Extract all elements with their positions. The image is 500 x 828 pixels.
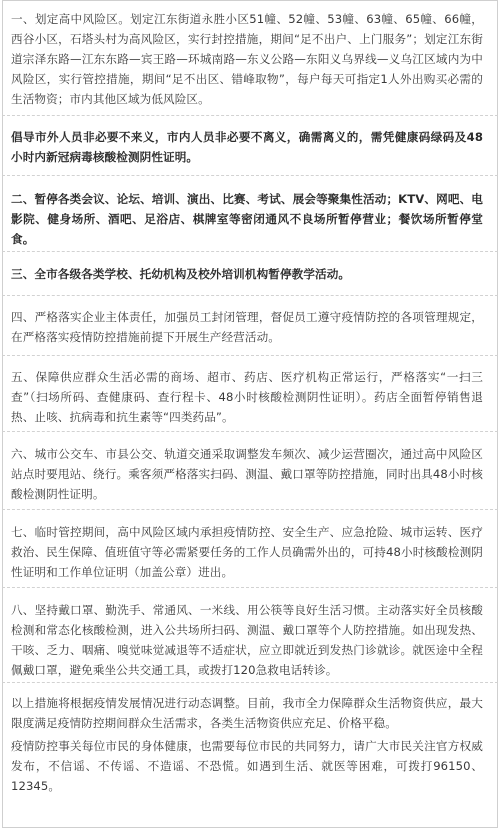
section-high-mid-risk-areas bbox=[2, 0, 498, 116]
paragraph: 以上措施将根据疫情发展情况进行动态调整。目前，我市全力保障群众生活物资供应，最大限度满足疫情防控期间群众生活需求，各类生活物资供应充足、价格平稳。 bbox=[11, 696, 483, 730]
paragraph: 四、严格落实企业主体责任，加强员工封闭管理，督促员工遵守疫情防控的各项管理规定，在严格落实疫情防控措施前提下开展生产经营活动。 bbox=[11, 310, 483, 344]
section-suspend-gatherings bbox=[2, 176, 498, 252]
paragraph: 八、坚持戴口罩、勤洗手、常通风、一米线、用公筷等良好生活习惯。主动落实好全员核酸检测和常态化核酸检测，进入公共场所扫码、测温、戴口罩等个人防控措施。如出现发热、干咳、乏力、咽痛、嗅觉味觉减退等不适症状，应立即就近到发热门诊就诊。就医途中全程佩戴口罩，避免乘坐公共交通工具，或拨打120急救电话转诊。 bbox=[11, 603, 483, 677]
paragraph: 二、暂停各类会议、论坛、培训、演出、比赛、考试、展会等聚集性活动；KTV、网吧、电影院、健身场所、酒吧、足浴店、棋牌室等密闭通风不良场所暂停营业；餐饮场所暂停堂食。 bbox=[11, 192, 483, 246]
paragraph: 三、全市各级各类学校、托幼机构及校外培训机构暂停教学活动。 bbox=[11, 267, 351, 281]
section-temporary-control bbox=[2, 510, 498, 588]
paragraph: 疫情防控事关每位市民的身体健康，也需要每位市民的共同努力，请广大市民关注官方权威发布，不信谣、不传谣、不造谣、不恐慌。如遇到生活、就医等困难，可拨打96150、12345。 bbox=[11, 739, 483, 793]
section-closing-remarks bbox=[2, 683, 498, 828]
section-personal-protection bbox=[2, 588, 498, 683]
paragraph: 六、城市公交车、市县公交、轨道交通采取调整发车频次、减少运营圈次，通过高中风险区站点时要甩站、绕行。乘客须严格落实扫码、测温、戴口罩等防控措施，同时出具48小时核酸检测阴性证明。 bbox=[11, 447, 483, 501]
section-travel-advice bbox=[2, 116, 498, 176]
paragraph: 倡导市外人员非必要不来义，市内人员非必要不离义，确需离义的，需凭健康码绿码及48小时内新冠病毒核酸检测阴性证明。 bbox=[11, 130, 483, 164]
section-public-transport bbox=[2, 432, 498, 510]
paragraph: 七、临时管控期间，高中风险区域内承担疫情防控、安全生产、应急抢险、城市运转、医疗救治、民生保障、值班值守等必需紧要任务的工作人员确需外出的，可持48小时核酸检测阴性证明和工作单位证明（加盖公章）进出。 bbox=[11, 525, 483, 579]
paragraph: 五、保障供应群众生活必需的商场、超市、药店、医疗机构正常运行，严格落实“一扫三查”（扫场所码、查健康码、查行程卡、48小时核酸检测阴性证明）。药店全面暂停销售退热、止咳、抗病毒和抗生素等“四类药品”。 bbox=[11, 370, 483, 424]
section-enterprise-responsibility bbox=[2, 296, 498, 356]
section-schools-suspended bbox=[2, 252, 498, 296]
paragraph: 一、划定高中风险区。划定江东街道永胜小区51幢、52幢、53幢、63幢、65幢、66幢，西谷小区，石塔头村为高风险区，实行封控措施，期间“足不出户、上门服务”；划定江东街道宗泽东路—江东东路—宾王路—环城南路—东义公路—东阳义乌界线—义乌江区域内为中风险区，实行管控措施，期间“足不出区、错峰取物”，每户每天可指定1人外出购买必需的生活物资；市内其他区域为低风险区。 bbox=[11, 12, 483, 106]
section-supply-guarantee bbox=[2, 356, 498, 432]
